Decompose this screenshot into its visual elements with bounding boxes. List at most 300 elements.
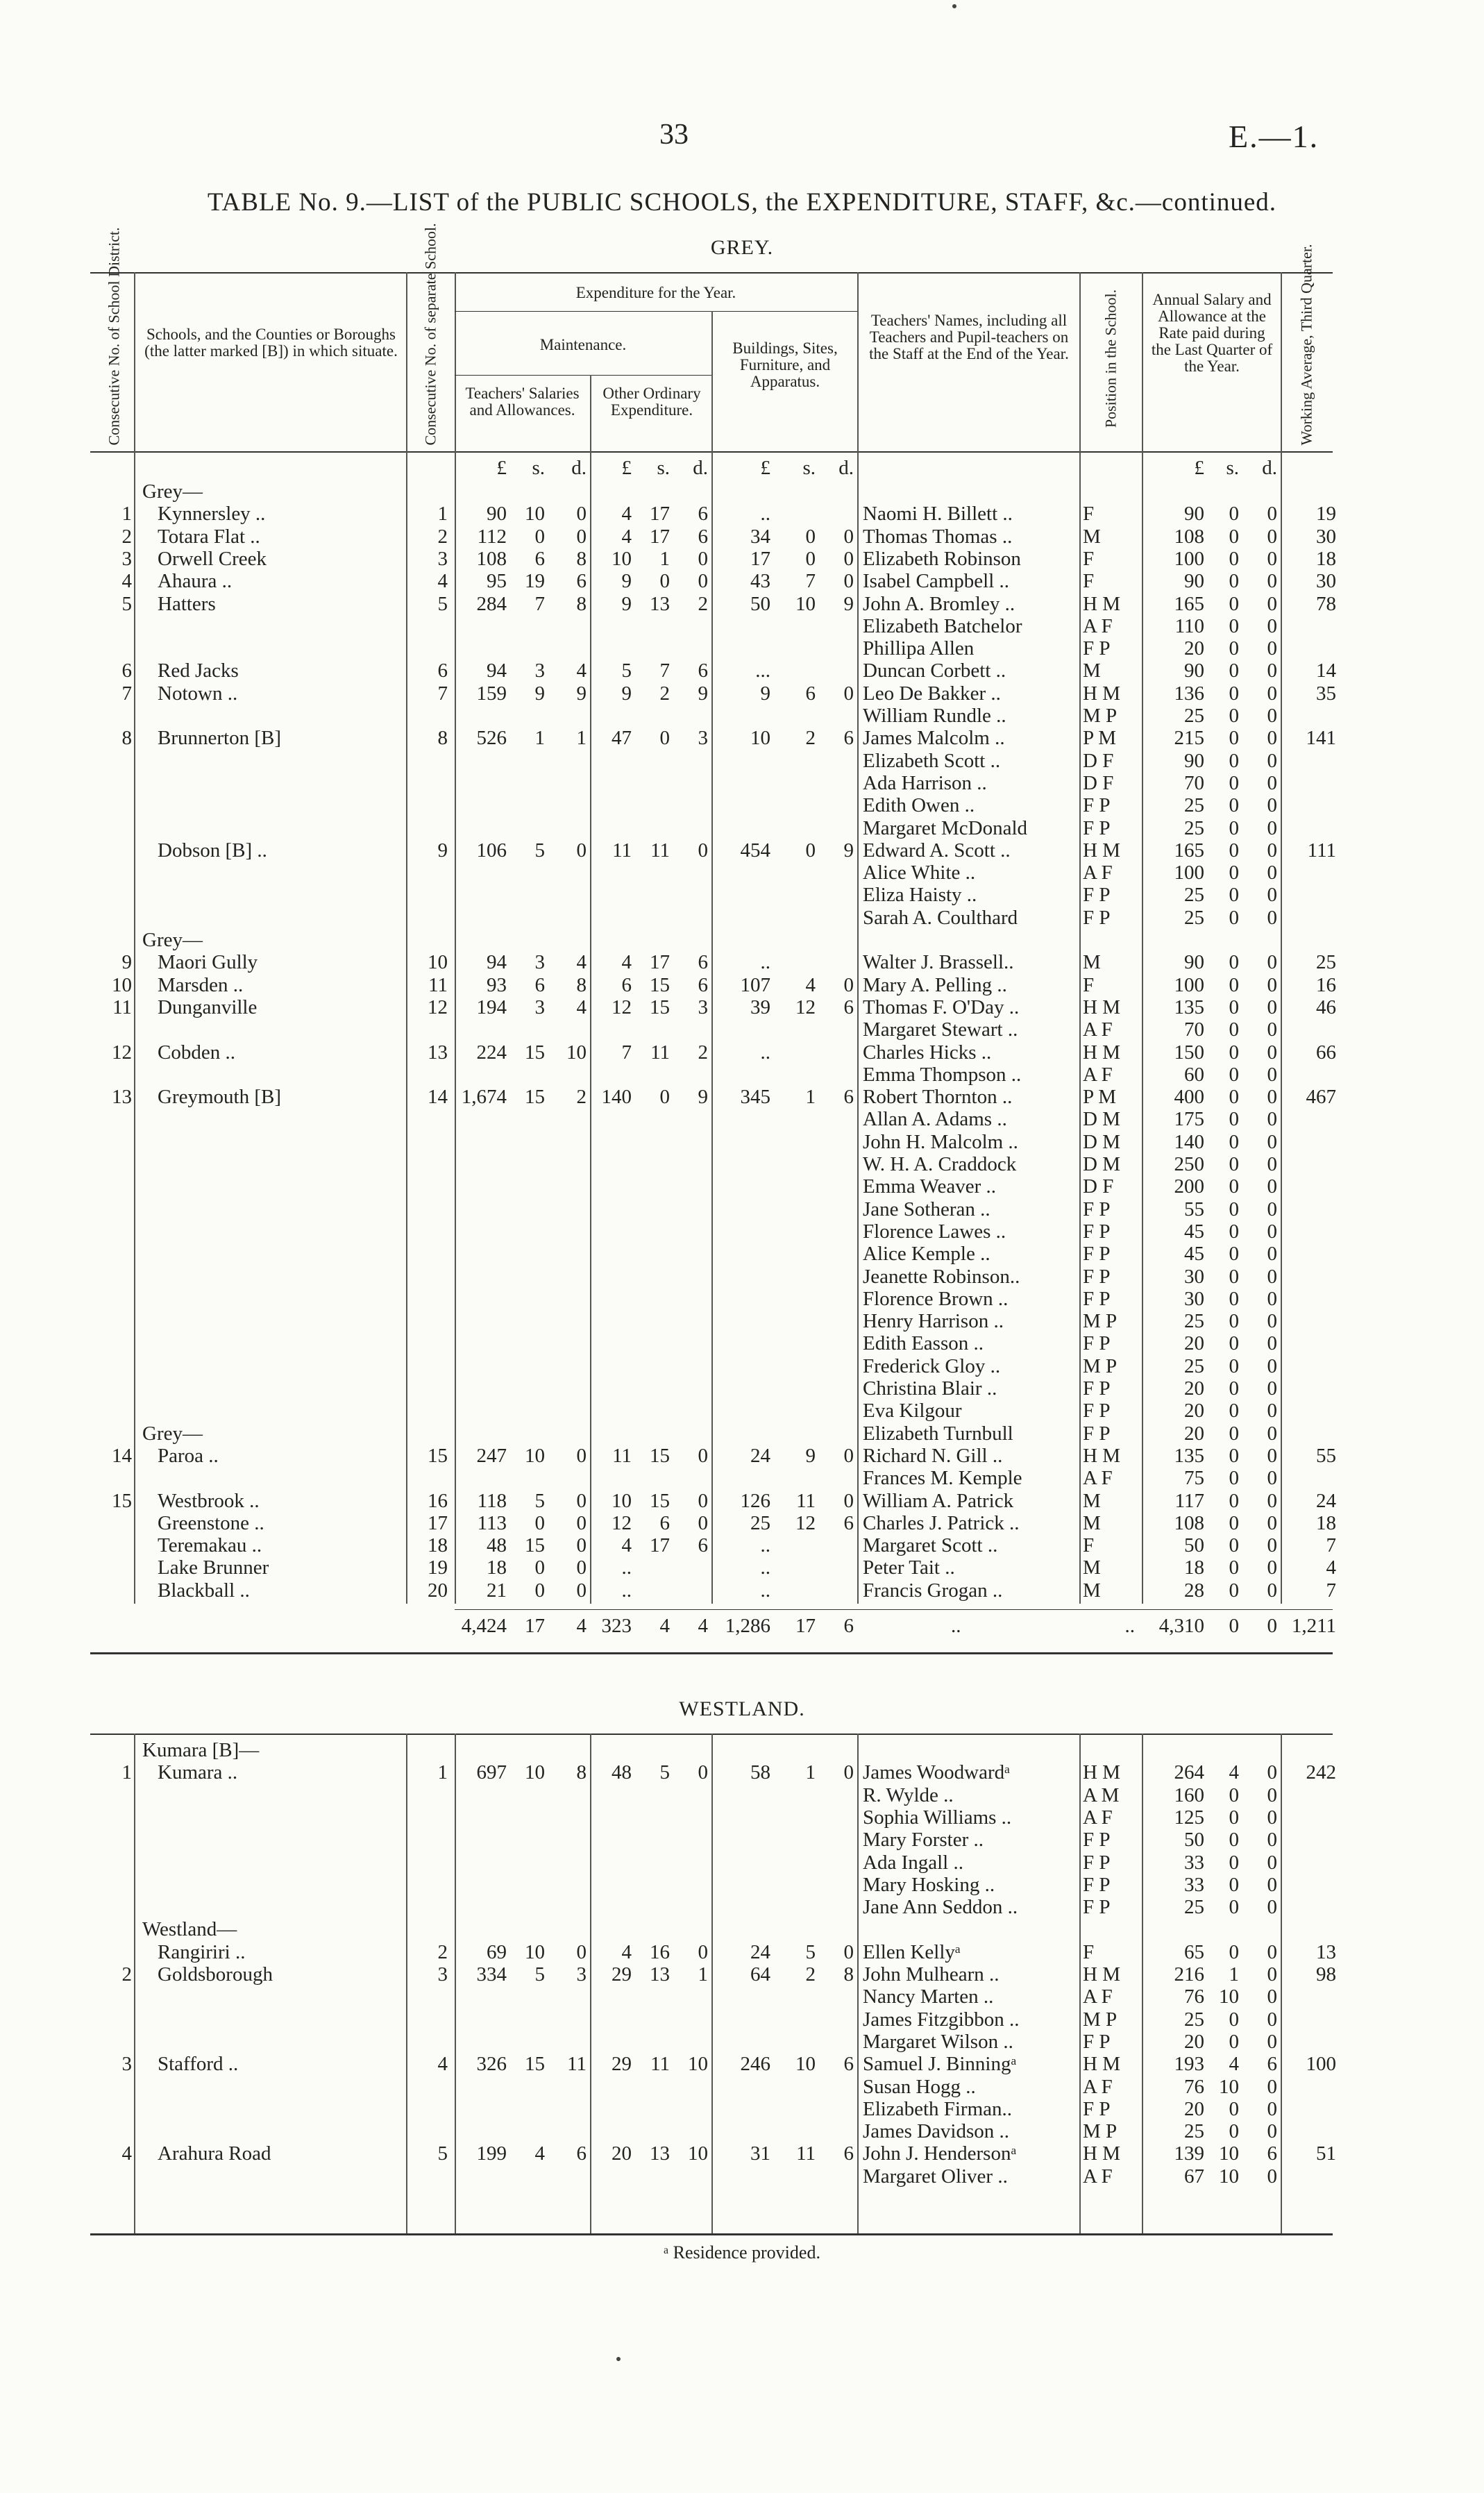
buildings-pounds: 10 <box>750 727 770 750</box>
salary-pence: 0 <box>1267 1354 1277 1377</box>
teachers-pounds: 93 <box>487 973 507 996</box>
school-name: Cobden .. <box>158 1041 235 1064</box>
table-row <box>0 1490 1484 1512</box>
salary-pence: 0 <box>1267 1896 1277 1919</box>
other-pence: 3 <box>698 996 708 1018</box>
salary-shillings: 0 <box>1229 1377 1239 1400</box>
position: M <box>1083 1511 1101 1534</box>
teachers-shillings: 1 <box>534 727 545 750</box>
teachers-pence: 4 <box>576 660 587 682</box>
salary-pence: 0 <box>1267 547 1277 570</box>
table-title: TABLE No. 9.—LIST of the PUBLIC SCHOOLS, the EXPENDITURE, STAFF, &c.—continued. <box>207 188 1277 217</box>
salary-pence: 0 <box>1267 1220 1277 1243</box>
buildings-pence: 0 <box>843 1444 854 1467</box>
working-average: 14 <box>1316 660 1336 682</box>
salary-pence: 0 <box>1267 1806 1277 1829</box>
salary-shillings: 4 <box>1229 2053 1239 2076</box>
salary-pence: 0 <box>1267 2030 1277 2053</box>
document-reference: E.—1. <box>1229 119 1319 154</box>
salary-pounds: 25 <box>1184 794 1204 817</box>
other-pounds: 6 <box>621 973 632 996</box>
teachers-shillings: 0 <box>534 1556 545 1579</box>
salary-shillings: 1 <box>1229 1963 1239 1986</box>
position: F P <box>1083 1422 1111 1445</box>
pound-label: £ <box>760 457 770 479</box>
salary-shillings: 0 <box>1229 1783 1239 1806</box>
other-pence: 3 <box>698 727 708 750</box>
buildings-pounds: .. <box>760 1534 770 1557</box>
buildings-shillings: 10 <box>795 592 816 615</box>
school-name: Blackball .. <box>158 1579 250 1602</box>
header-working-average: Working Average, Third Quarter. <box>1297 244 1315 446</box>
teacher-name: Leo De Bakker .. <box>863 682 1001 705</box>
working-average: 111 <box>1307 839 1336 862</box>
salary-pounds: 100 <box>1174 973 1204 996</box>
salary-pence: 0 <box>1267 682 1277 705</box>
school-number: 8 <box>437 727 448 750</box>
teacher-name: Florence Brown .. <box>863 1287 1009 1310</box>
salary-pounds: 20 <box>1184 1332 1204 1355</box>
salary-shillings: 0 <box>1229 1444 1239 1467</box>
salary-pence: 0 <box>1267 1198 1277 1220</box>
teachers-shillings: 10 <box>525 1761 545 1784</box>
school-name: Dobson [B] .. <box>158 839 267 862</box>
salary-shillings: 0 <box>1229 1467 1239 1490</box>
table-row <box>0 1986 1484 2008</box>
teacher-name: Elizabeth Scott .. <box>863 749 1001 772</box>
other-pounds: 10 <box>612 1489 632 1512</box>
salary-pounds: 33 <box>1184 1851 1204 1874</box>
teacher-name: Elizabeth Firman.. <box>863 2097 1013 2120</box>
teachers-pounds: 526 <box>476 727 507 750</box>
salary-pounds: 90 <box>1184 749 1204 772</box>
header-teachers-salaries: Teachers' Salaries and Allowances. <box>465 385 580 419</box>
table-row <box>0 570 1484 592</box>
other-pounds: 4 <box>621 1534 632 1557</box>
teacher-name: Elizabeth Robinson <box>863 547 1021 570</box>
table-row <box>0 1310 1484 1332</box>
school-number: 3 <box>437 1963 448 1986</box>
total-working-average: 1,211 <box>1291 1615 1336 1637</box>
salary-shillings: 0 <box>1229 794 1239 817</box>
buildings-pounds: 39 <box>750 996 770 1018</box>
position: F P <box>1083 1873 1111 1896</box>
teacher-name: Jane Sotheran .. <box>863 1198 990 1220</box>
teacher-name: Margaret Wilson .. <box>863 2030 1013 2053</box>
teachers-pounds: 326 <box>476 2053 507 2076</box>
position: H M <box>1083 1041 1120 1064</box>
working-average: 35 <box>1316 682 1336 705</box>
position: D F <box>1083 1175 1114 1198</box>
teachers-pounds: 118 <box>477 1489 507 1512</box>
buildings-pounds: 58 <box>750 1761 770 1784</box>
shilling-label: s. <box>657 457 670 479</box>
teachers-pounds: 112 <box>477 525 507 548</box>
pence-label: d. <box>838 457 854 479</box>
salary-shillings: 0 <box>1229 1851 1239 1874</box>
teacher-name: Eliza Haisty .. <box>863 884 977 907</box>
table-row <box>0 996 1484 1018</box>
working-average: 141 <box>1306 727 1336 750</box>
table-row <box>0 1784 1484 1806</box>
teachers-shillings: 9 <box>534 682 545 705</box>
school-number: 1 <box>437 503 448 526</box>
table-row <box>0 884 1484 906</box>
position: H M <box>1083 1963 1120 1986</box>
header-consec-school: Consecutive No. of separate School. <box>421 223 439 446</box>
school-number: 9 <box>437 839 448 862</box>
salary-shillings: 0 <box>1229 1579 1239 1602</box>
salary-pounds: 90 <box>1184 660 1204 682</box>
table-row <box>0 1086 1484 1108</box>
teacher-name: James Malcolm .. <box>863 727 1005 750</box>
position: A F <box>1083 862 1113 884</box>
table-row <box>0 1108 1484 1130</box>
buildings-pounds: 17 <box>750 547 770 570</box>
salary-pence: 0 <box>1267 614 1277 637</box>
table-row <box>0 772 1484 794</box>
pound-label: £ <box>1194 457 1204 479</box>
teacher-name: Margaret Stewart .. <box>863 1018 1018 1041</box>
other-pence: 6 <box>698 525 708 548</box>
position: F P <box>1083 884 1111 907</box>
teachers-shillings: 15 <box>525 1086 545 1109</box>
currency-units-row <box>0 457 1484 479</box>
teachers-pounds: 69 <box>487 1940 507 1963</box>
school-name: Lake Brunner <box>158 1556 269 1579</box>
table-row <box>0 1896 1484 1918</box>
teacher-name: John H. Malcolm .. <box>863 1130 1018 1153</box>
other-pence: 6 <box>698 1534 708 1557</box>
school-name: Dunganville <box>158 996 258 1018</box>
buildings-pounds: 126 <box>740 1489 770 1512</box>
other-pence: 0 <box>698 839 708 862</box>
salary-pence: 0 <box>1267 1086 1277 1109</box>
salary-pence: 0 <box>1267 637 1277 660</box>
other-shillings: 15 <box>650 1489 670 1512</box>
buildings-shillings: 0 <box>805 525 816 548</box>
school-number: 14 <box>428 1086 448 1109</box>
salary-pence: 0 <box>1267 1986 1277 2008</box>
district-number: 6 <box>121 660 132 682</box>
salary-shillings: 0 <box>1229 816 1239 839</box>
table-row <box>0 1556 1484 1579</box>
salary-pence: 0 <box>1267 1243 1277 1266</box>
salary-shillings: 0 <box>1229 592 1239 615</box>
teacher-name: John Mulhearn .. <box>863 1963 1000 1986</box>
salary-pence: 0 <box>1267 592 1277 615</box>
salary-pence: 0 <box>1267 660 1277 682</box>
table-row <box>0 1761 1484 1783</box>
salary-pence: 0 <box>1267 973 1277 996</box>
teachers-pounds: 48 <box>487 1534 507 1557</box>
table-row <box>0 1422 1484 1445</box>
position: A F <box>1083 1063 1113 1086</box>
position: H M <box>1083 839 1120 862</box>
teacher-name: William A. Patrick <box>863 1489 1014 1512</box>
total-other-shillings: 4 <box>659 1615 670 1637</box>
teachers-shillings: 5 <box>534 1963 545 1986</box>
table-row <box>0 660 1484 682</box>
other-pounds: 140 <box>601 1086 632 1109</box>
table-row <box>0 503 1484 525</box>
table-row <box>0 480 1484 503</box>
buildings-shillings: 1 <box>805 1086 816 1109</box>
buildings-pounds: .. <box>760 1041 770 1064</box>
total-salary-pence: 0 <box>1267 1615 1277 1637</box>
other-pounds: .. <box>621 1579 632 1602</box>
teacher-name: Ada Ingall .. <box>863 1851 963 1874</box>
salary-pounds: 50 <box>1184 1829 1204 1852</box>
other-pence: 0 <box>698 547 708 570</box>
shilling-label: s. <box>532 457 545 479</box>
position: F P <box>1083 1220 1111 1243</box>
position: D M <box>1083 1153 1120 1175</box>
salary-pounds: 20 <box>1184 1377 1204 1400</box>
position: F <box>1083 570 1095 593</box>
working-average: 16 <box>1316 973 1336 996</box>
salary-shillings: 0 <box>1229 1063 1239 1086</box>
teachers-shillings: 0 <box>534 525 545 548</box>
teachers-shillings: 10 <box>525 1444 545 1467</box>
position: H M <box>1083 2142 1120 2165</box>
other-shillings: 17 <box>650 525 670 548</box>
other-shillings: 15 <box>650 996 670 1018</box>
table-row <box>0 1064 1484 1086</box>
salary-pence: 0 <box>1267 884 1277 907</box>
position: M <box>1083 951 1101 974</box>
salary-shillings: 0 <box>1229 771 1239 794</box>
other-pounds: 29 <box>612 2053 632 2076</box>
salary-pounds: 250 <box>1174 1153 1204 1175</box>
position: F P <box>1083 1896 1111 1919</box>
other-pounds: 4 <box>621 1940 632 1963</box>
salary-shillings: 0 <box>1229 1511 1239 1534</box>
header-maintenance: Maintenance. <box>539 336 627 353</box>
salary-shillings: 0 <box>1229 1896 1239 1919</box>
buildings-pounds: 454 <box>740 839 770 862</box>
other-pence: 6 <box>698 660 708 682</box>
buildings-shillings: 0 <box>805 547 816 570</box>
teacher-name: Richard N. Gill .. <box>863 1444 1003 1467</box>
position: M P <box>1083 1310 1118 1333</box>
teachers-shillings: 15 <box>525 1534 545 1557</box>
other-shillings: 7 <box>659 660 670 682</box>
other-shillings: 2 <box>659 682 670 705</box>
school-number: 13 <box>428 1041 448 1064</box>
teacher-name: Alice Kemple .. <box>863 1243 990 1266</box>
teacher-name: Allan A. Adams .. <box>863 1108 1007 1131</box>
table-row <box>0 974 1484 996</box>
buildings-pounds: 34 <box>750 525 770 548</box>
teachers-pounds: 108 <box>476 547 507 570</box>
position: D F <box>1083 771 1114 794</box>
teachers-shillings: 15 <box>525 1041 545 1064</box>
pound-label: £ <box>621 457 632 479</box>
pence-label: d. <box>693 457 708 479</box>
teacher-name: Edith Owen .. <box>863 794 975 817</box>
buildings-shillings: 6 <box>805 682 816 705</box>
school-number: 1 <box>437 1761 448 1784</box>
table-row <box>0 2165 1484 2188</box>
table-row <box>0 1220 1484 1243</box>
table-row <box>0 2031 1484 2053</box>
salary-shillings: 0 <box>1229 682 1239 705</box>
salary-shillings: 0 <box>1229 951 1239 974</box>
salary-shillings: 0 <box>1229 1130 1239 1153</box>
teachers-pence: 0 <box>576 1511 587 1534</box>
buildings-shillings: 4 <box>805 973 816 996</box>
teacher-name: Charles Hicks .. <box>863 1041 992 1064</box>
teachers-shillings: 7 <box>534 592 545 615</box>
position: P M <box>1083 1086 1117 1109</box>
teachers-pence: 10 <box>566 1041 587 1064</box>
buildings-pence: 8 <box>843 1963 854 1986</box>
salary-shillings: 0 <box>1229 2008 1239 2031</box>
salary-pence: 0 <box>1267 1873 1277 1896</box>
teachers-pence: 9 <box>576 682 587 705</box>
buildings-pence: 0 <box>843 1761 854 1784</box>
teachers-shillings: 3 <box>534 660 545 682</box>
teacher-name: Isabel Campbell .. <box>863 570 1010 593</box>
section-title-westland: WESTLAND. <box>679 1697 805 1720</box>
other-shillings: 17 <box>650 1534 670 1557</box>
teachers-shillings: 4 <box>534 2142 545 2165</box>
buildings-shillings: 0 <box>805 839 816 862</box>
header-other-ordinary: Other Ordinary Expenditure. <box>602 385 701 419</box>
teachers-pence: 0 <box>576 1534 587 1557</box>
working-average: 100 <box>1306 2053 1336 2076</box>
table-row <box>0 1355 1484 1377</box>
salary-pence: 0 <box>1267 2075 1277 2098</box>
district-number: 15 <box>112 1489 132 1512</box>
buildings-shillings: 5 <box>805 1940 816 1963</box>
teachers-pounds: 334 <box>476 1963 507 1986</box>
position: F P <box>1083 1400 1111 1422</box>
buildings-pounds: 107 <box>740 973 770 996</box>
working-average: 4 <box>1326 1556 1336 1579</box>
page-number: 33 <box>659 119 689 151</box>
teacher-name: John A. Bromley .. <box>863 592 1015 615</box>
working-average: 13 <box>1316 1940 1336 1963</box>
teachers-shillings: 0 <box>534 1579 545 1602</box>
table-row <box>0 862 1484 884</box>
school-name: Ahaura .. <box>158 570 233 593</box>
position: H M <box>1083 2053 1120 2076</box>
school-name: Kumara [B]— <box>142 1739 260 1761</box>
pound-label: £ <box>496 457 507 479</box>
salary-pence: 0 <box>1267 2165 1277 2188</box>
school-number: 2 <box>437 1940 448 1963</box>
table-row <box>0 2008 1484 2031</box>
teachers-pence: 6 <box>576 2142 587 2165</box>
teacher-name: Walter J. Brassell.. <box>863 951 1014 974</box>
teachers-shillings: 10 <box>525 503 545 526</box>
teachers-pounds: 106 <box>476 839 507 862</box>
footnote: ᵃ Residence provided. <box>664 2242 820 2263</box>
salary-pence: 0 <box>1267 951 1277 974</box>
district-number: 2 <box>121 525 132 548</box>
total-teachers-pence: 4 <box>576 1615 587 1637</box>
school-number: 12 <box>428 996 448 1018</box>
other-shillings: 0 <box>659 1086 670 1109</box>
buildings-pence: 0 <box>843 570 854 593</box>
other-pence: 9 <box>698 1086 708 1109</box>
salary-pence: 0 <box>1267 1579 1277 1602</box>
district-number: 12 <box>112 1041 132 1064</box>
table-row <box>0 1918 1484 1940</box>
teachers-pounds: 21 <box>487 1579 507 1602</box>
school-name: Grey— <box>142 1422 203 1445</box>
buildings-pence: 0 <box>843 547 854 570</box>
school-number: 4 <box>437 2053 448 2076</box>
teacher-name: R. Wylde .. <box>863 1783 954 1806</box>
salary-shillings: 0 <box>1229 839 1239 862</box>
working-average: 7 <box>1326 1579 1336 1602</box>
salary-pounds: 90 <box>1184 503 1204 526</box>
teacher-name: Mary Forster .. <box>863 1829 984 1852</box>
school-name: Westland— <box>142 1918 237 1941</box>
table-row <box>0 1739 1484 1761</box>
salary-shillings: 0 <box>1229 2120 1239 2143</box>
teachers-pence: 0 <box>576 1489 587 1512</box>
salary-pounds: 76 <box>1184 2075 1204 2098</box>
salary-shillings: 0 <box>1229 1198 1239 1220</box>
school-name: Paroa .. <box>158 1444 219 1467</box>
position: F <box>1083 973 1095 996</box>
working-average: 66 <box>1316 1041 1336 1064</box>
teachers-shillings: 5 <box>534 839 545 862</box>
other-pence: 2 <box>698 1041 708 1064</box>
salary-shillings: 0 <box>1229 1354 1239 1377</box>
other-pounds: 10 <box>612 547 632 570</box>
salary-pounds: 20 <box>1184 2030 1204 2053</box>
table-row <box>0 817 1484 839</box>
salary-pounds: 70 <box>1184 1018 1204 1041</box>
position: M P <box>1083 705 1118 727</box>
teachers-pounds: 18 <box>487 1556 507 1579</box>
working-average: 24 <box>1316 1489 1336 1512</box>
other-pounds: 9 <box>621 570 632 593</box>
other-pence: 1 <box>698 1963 708 1986</box>
district-number: 10 <box>112 973 132 996</box>
salary-pounds: 165 <box>1174 839 1204 862</box>
salary-shillings: 0 <box>1229 1108 1239 1131</box>
salary-pence: 0 <box>1267 1130 1277 1153</box>
teachers-pounds: 113 <box>477 1511 507 1534</box>
salary-shillings: 0 <box>1229 1243 1239 1266</box>
teacher-name: Margaret Oliver .. <box>863 2165 1008 2188</box>
buildings-pounds: .. <box>760 503 770 526</box>
table-row <box>0 1445 1484 1467</box>
teacher-name: Samuel J. Binningᵃ <box>863 2053 1017 2076</box>
district-number: 1 <box>121 1761 132 1784</box>
school-name: Greymouth [B] <box>158 1086 281 1109</box>
table-row <box>0 1534 1484 1556</box>
teacher-name: James Davidson .. <box>863 2120 1010 2143</box>
salary-shillings: 0 <box>1229 1175 1239 1198</box>
teachers-pounds: 94 <box>487 660 507 682</box>
salary-shillings: 0 <box>1229 1153 1239 1175</box>
school-name: Marsden .. <box>158 973 244 996</box>
salary-shillings: 0 <box>1229 525 1239 548</box>
salary-shillings: 0 <box>1229 906 1239 929</box>
teacher-name: Robert Thornton .. <box>863 1086 1013 1109</box>
teachers-pence: 11 <box>567 2053 587 2076</box>
school-name: Notown .. <box>158 682 238 705</box>
teacher-name: Sophia Williams .. <box>863 1806 1012 1829</box>
salary-shillings: 0 <box>1229 1332 1239 1355</box>
